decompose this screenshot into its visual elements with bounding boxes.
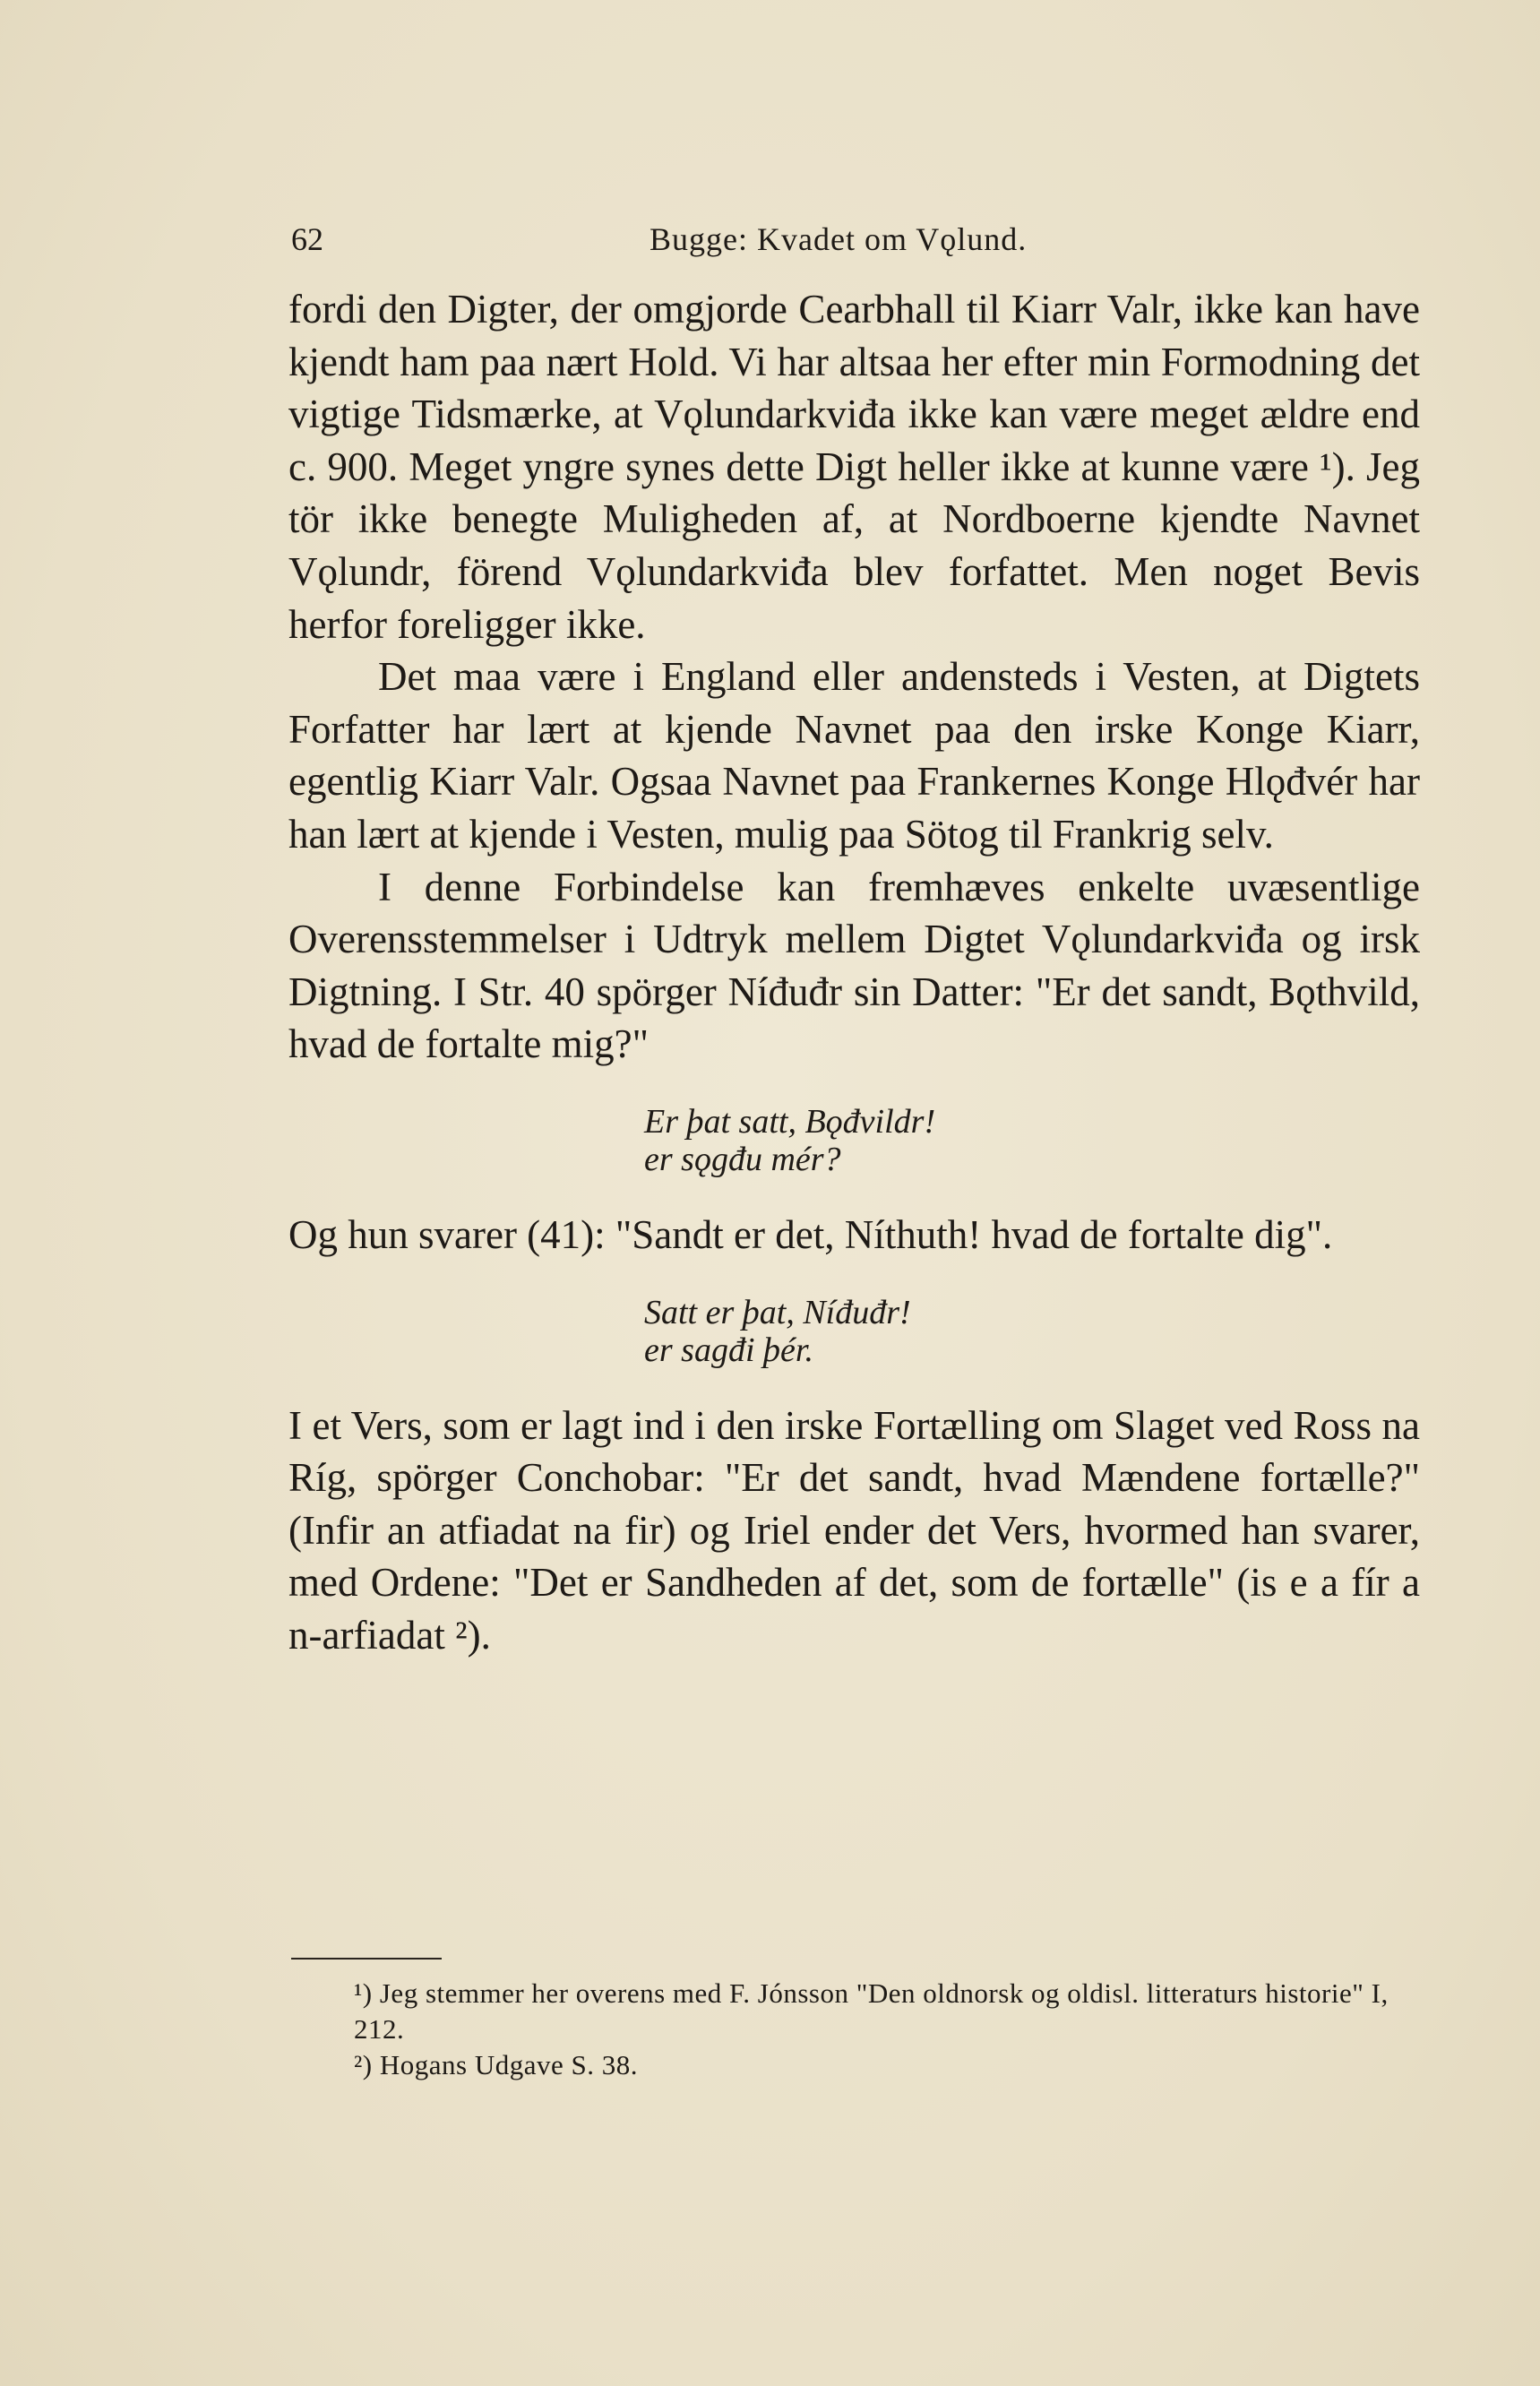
paragraph-1: fordi den Digter, der omgjorde Cearbhall til Kiarr Valr, ikke kan have kjendt ham paa nært Hold. Vi har altsaa her efter min Formodning det vigtige Tidsmærke, at Vǫlundarkviđa ikke kan være meget ældre end c. 900. Meget yngre synes dette Digt heller ikke at kunne være ¹). Jeg tör ikke benegte Muligheden af, at Nordboerne kjendte Navnet Vǫlundr, förend Vǫlundarkviđa blev forfattet. Men noget Bevis herfor foreligger ikke.: [288, 287, 1420, 647]
running-head: Bugge: Kvadet om Vǫlund.: [650, 221, 1028, 257]
footnote-divider: [291, 1958, 442, 1960]
paragraph-4: Og hun svarer (41): "Sandt er det, Níthuth! hvad de fortalte dig".: [288, 1211, 1333, 1257]
body-text: [288, 283, 1420, 1661]
footnotes: [291, 1976, 1420, 2083]
footnote-2: ²) Hogans Udgave S. 38.: [354, 2049, 638, 2080]
paragraph-5: I et Vers, som er lagt ind i den irske Fortælling om Slaget ved Ross na Ríg, spörger Conchobar: "Er det sandt, hvad Mændene fortælle?" (Infir an atfiadat na fir) og Iriel ender det Vers, hvormed han svarer, med Ordene: "Det er Sandheden af det, som de fortælle" (is e a fír a n-arfiadat ²).: [288, 1402, 1420, 1658]
paragraph-3: I denne Forbindelse kan fremhæves enkelte uvæsentlige Overensstemmelser i Udtryk mellem Digtet Vǫlundarkviđa og irsk Digtning. I Str. 40 spörger Níđuđr sin Datter: "Er det sandt, Bǫthvild, hvad de fortalte mig?": [288, 864, 1420, 1067]
footnote-1: ¹) Jeg stemmer her overens med F. Jónsson "Den oldnorsk og oldisl. litteraturs historie" I, 212.: [354, 1977, 1389, 2045]
verse-line: Er þat satt, Bǫđvildr!: [644, 1102, 936, 1141]
verse-quote-2: [644, 1294, 1420, 1369]
verse-quote-1: [644, 1103, 1420, 1178]
page-header: [291, 220, 1420, 263]
paragraph-2: Det maa være i England eller andensteds i Vesten, at Digtets Forfatter har lært at kjende Navnet paa den irske Konge Kiarr, egentlig Kiarr Valr. Ogsaa Navnet paa Frankernes Konge Hlǫđvér har han lært at kjende i Vesten, mulig paa Sötog til Frankrig selv.: [288, 654, 1420, 857]
verse-line: er sǫgđu mér?: [644, 1140, 841, 1178]
page-number: 62: [291, 221, 323, 257]
verse-line: Satt er þat, Níđuđr!: [644, 1293, 911, 1331]
verse-line: er sagđi þér.: [644, 1331, 813, 1369]
